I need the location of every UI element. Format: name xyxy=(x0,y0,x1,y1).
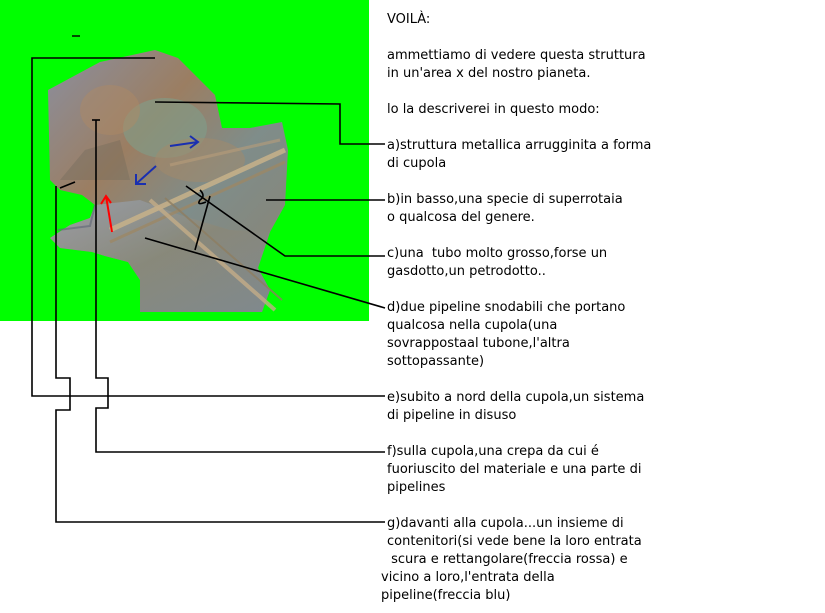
item-a-line-2: di cupola xyxy=(387,156,447,171)
item-f-line-2: fuoriuscito del materiale e una parte di xyxy=(387,462,642,477)
item-g-line-4: vicino a loro,l'entrata della xyxy=(381,570,555,585)
item-d-line-4: sottopassante) xyxy=(387,354,485,369)
item-b-line-1: b)in basso,una specie di superrotaia xyxy=(387,192,623,207)
item-d-line-1: d)due pipeline snodabili che portano xyxy=(387,300,626,315)
item-a-line-1: a)struttura metallica arrugginita a forma xyxy=(387,138,652,153)
item-c-line-2: gasdotto,un petrodotto.. xyxy=(387,264,546,279)
item-g-line-5: pipeline(freccia blu) xyxy=(381,588,511,603)
item-e-line-2: di pipeline in disuso xyxy=(387,408,517,423)
item-d-line-3: sovrappostaal tubone,l'altra xyxy=(387,336,570,351)
heading: VOILÀ: xyxy=(387,12,431,27)
item-c-line-1: c)una tubo molto grosso,forse un xyxy=(387,246,608,261)
item-g-line-1: g)davanti alla cupola...un insieme di xyxy=(387,516,624,531)
intro-line-3: lo la descriverei in questo modo: xyxy=(387,102,600,117)
item-f-line-3: pipelines xyxy=(387,480,446,495)
intro-line-1: ammettiamo di vedere questa struttura xyxy=(387,48,646,63)
item-d-line-2: qualcosa nella cupola(una xyxy=(387,318,558,333)
intro-line-2: in un'area x del nostro pianeta. xyxy=(387,66,591,81)
item-g-line-3: scura e rettangolare(freccia rossa) e xyxy=(387,552,628,567)
item-g-line-2: contenitori(si vede bene la loro entrata xyxy=(387,534,642,549)
item-f-line-1: f)sulla cupola,una crepa da cui é xyxy=(387,444,599,459)
item-b-line-2: o qualcosa del genere. xyxy=(387,210,535,225)
satellite-photo xyxy=(48,50,288,312)
item-e-line-1: e)subito a nord della cupola,un sistema xyxy=(387,390,645,405)
